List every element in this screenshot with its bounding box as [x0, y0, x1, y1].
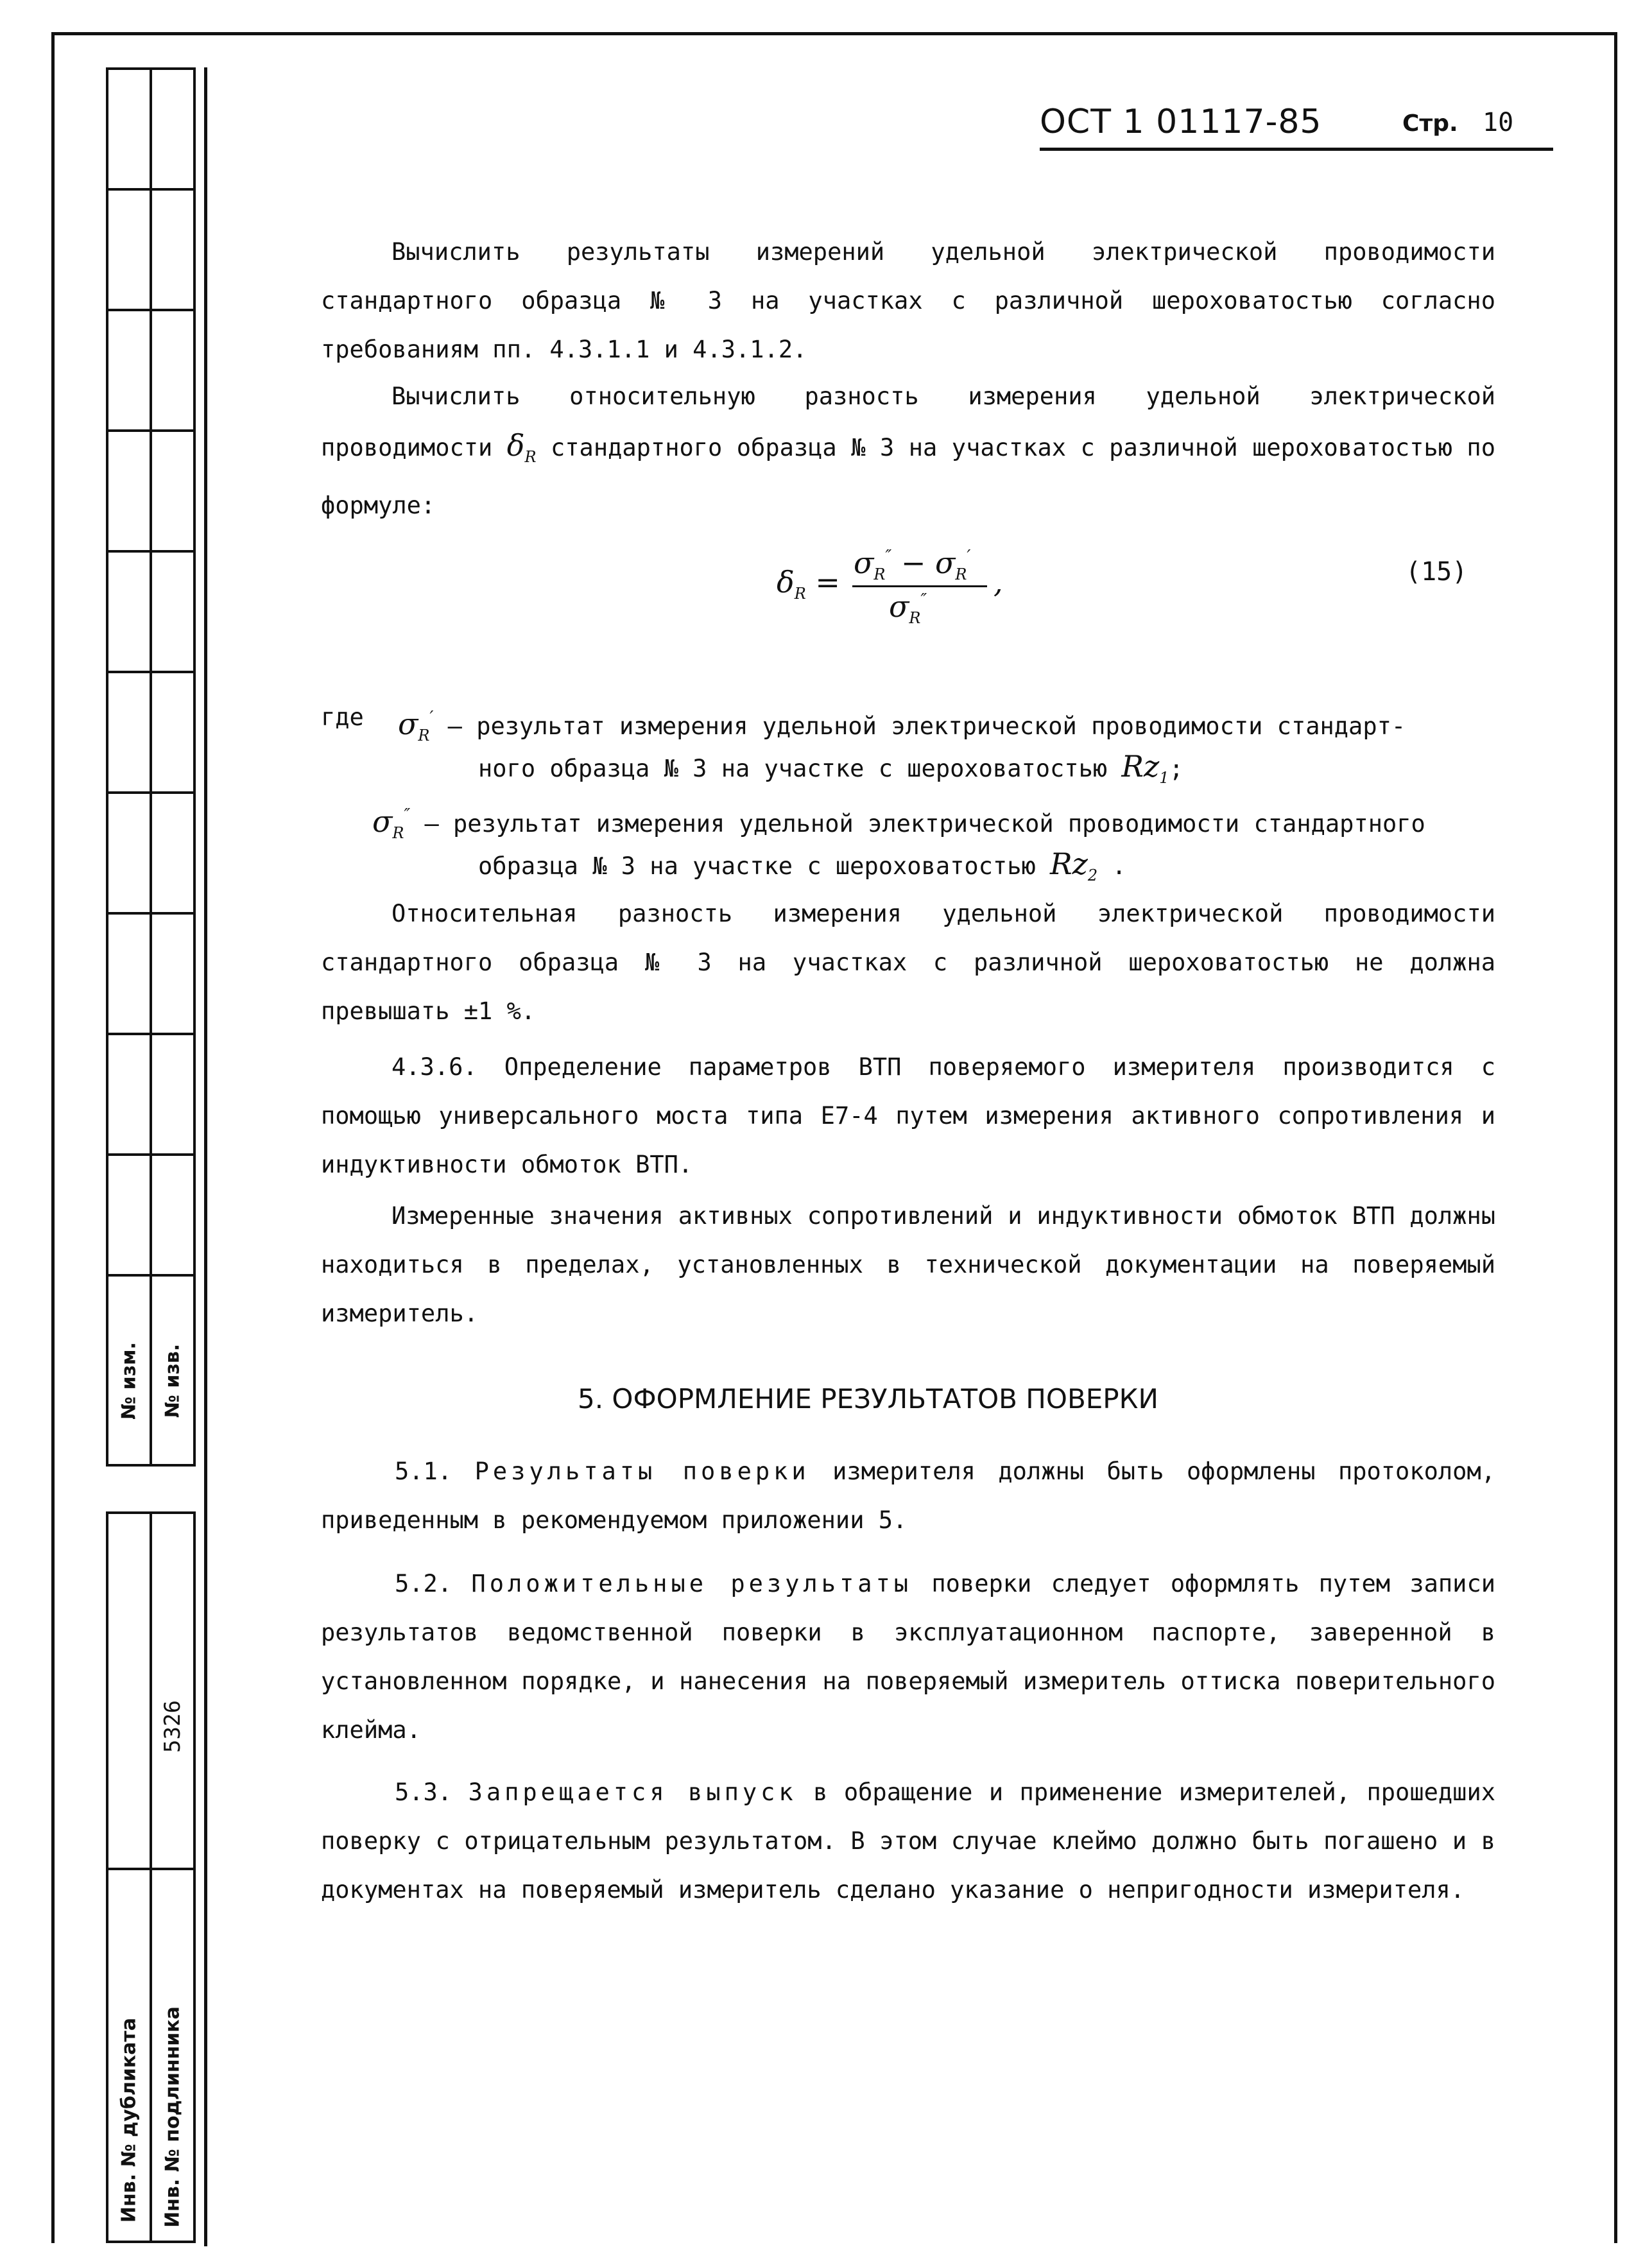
page-label: Стр.	[1402, 110, 1458, 137]
page-header	[1040, 96, 1553, 151]
sidebar-col-left	[106, 67, 152, 1467]
paragraph-1: Вычислить результаты измерений удельной электрической проводимости стандартного образца № 3 на участках с различной шероховатостью согласно требованиям пп. 4.3.1.1 и 4.3.1.2.	[321, 238, 1495, 363]
page-number: 10	[1483, 108, 1514, 137]
sigma-r-double-prime-symbol: $\sigma_R''$	[372, 804, 411, 842]
sidebar-col-right-lower	[150, 1511, 196, 2243]
paragraph-4-3-6: 4.3.6. Определение параметров ВТП поверяемого измерителя производится с помощью универсального моста типа Е7-4 путем измерения активного сопротивления и индуктивности обмоток ВТП.	[321, 1053, 1496, 1178]
formula-15: $\delta_R$ = $\sigma_R'' - \sigma_R'$ $\sigma_R''$ ,	[777, 546, 1003, 627]
section-heading: 5. ОФОРМЛЕНИЕ РЕЗУЛЬТАТОВ ПОВЕРКИ	[578, 1383, 1158, 1415]
paragraph-2: Вычислить относительную разность измерения удельной электрической проводимости $\delta_R$ стандартного образца № 3 на участках с различной шероховатостью по формуле:	[321, 383, 1495, 519]
rz1-symbol: $Rz_1$	[1121, 749, 1169, 787]
podl-label: Инв. № подлинника	[161, 2006, 184, 2228]
definition-2: $\sigma_R''$ – результат измерения удельной электрической проводимости стандартного	[372, 804, 1425, 842]
sigma-r-prime-symbol: $\sigma_R'$	[398, 707, 434, 744]
delta-r-symbol: $\delta_R$	[506, 428, 537, 466]
doc-code: ОСТ 1 01117-85	[1040, 103, 1322, 141]
sidebar-col-left-lower	[106, 1511, 152, 2243]
where-word: где	[321, 703, 364, 731]
equation-number: (15)	[1406, 557, 1468, 587]
margin-line	[204, 67, 207, 2246]
definition-1-cont: ного образца № 3 на участке с шероховатостью $Rz_1$;	[478, 749, 1183, 787]
paragraph-5-3: 5.3. Запрещается выпуск в обращение и применение измерителей, прошедших поверку с отрицательным результатом. В этом случае клеймо должно быть погашено и в документах на поверяемый измеритель сделано указание о непригодности измерителя.	[321, 1778, 1495, 1904]
paragraph-5: Измеренные значения активных сопротивлений и индуктивности обмоток ВТП должны находиться в пределах, установленных в технической документации на поверяемый измеритель.	[321, 1202, 1495, 1327]
definition-1: $\sigma_R'$ – результат измерения удельной электрической проводимости стандарт-	[398, 707, 1406, 744]
izv-label: № изв.	[161, 1343, 184, 1418]
sidebar-col-right	[150, 67, 196, 1467]
dubl-label: Инв. № дубликата	[117, 2017, 141, 2223]
stamp-sidebar	[106, 67, 204, 2246]
podl-number: 5326	[160, 1700, 185, 1753]
rz2-symbol: $Rz_2$	[1050, 847, 1098, 884]
paragraph-5-1: 5.1. Результаты поверки измерителя должны быть оформлены протоколом, приведенным в рекомендуемом приложении 5.	[321, 1458, 1495, 1534]
paragraph-5-2: 5.2. Положительные результаты поверки следует оформлять путем записи результатов ведомственной поверки в эксплуатационном паспорте, заверенной в установленном порядке, и нанесения на поверяемый измеритель оттиска поверительного клейма.	[321, 1570, 1495, 1744]
definition-2-cont: образца № 3 на участке с шероховатостью $Rz_2$ .	[478, 847, 1126, 884]
izm-label: № изм.	[117, 1342, 141, 1420]
paragraph-3: Относительная разность измерения удельной электрической проводимости стандартного образца № 3 на участках с различной шероховатостью не должна превышать ±1 %.	[321, 900, 1495, 1025]
